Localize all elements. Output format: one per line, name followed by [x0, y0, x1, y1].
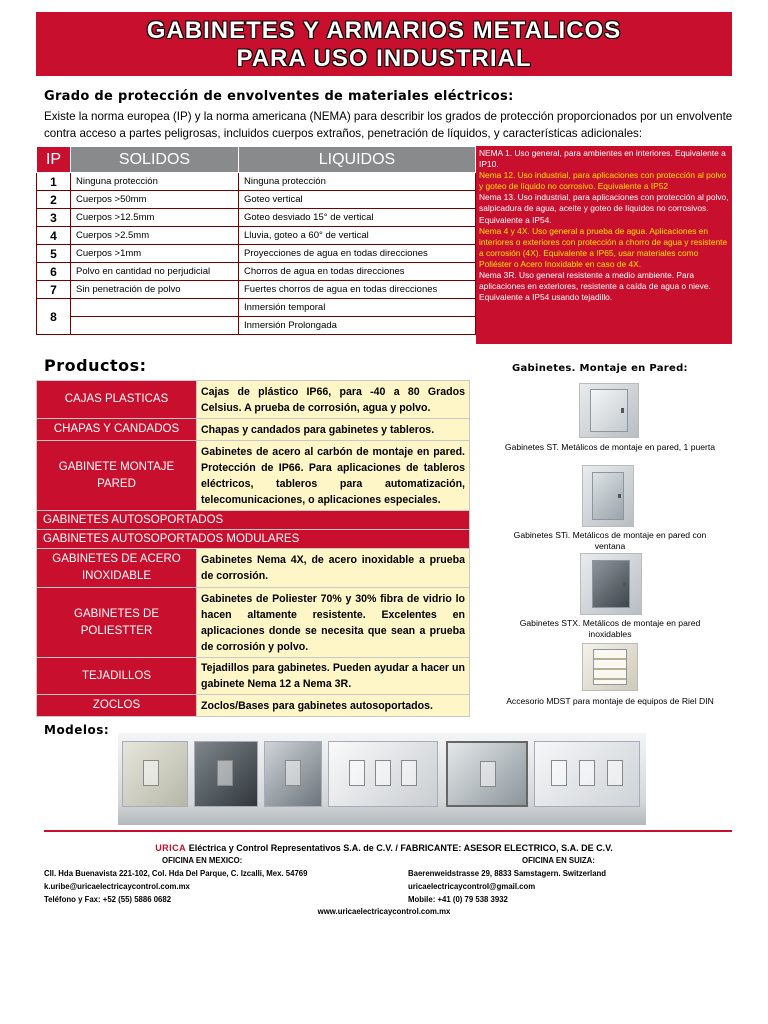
ip-number: 3	[37, 209, 71, 227]
brand-name: URICA	[155, 843, 187, 853]
ip-number: 8	[37, 299, 71, 335]
mexico-office-email[interactable]: k.uribe@uricaelectricaycontrol.com.mx	[44, 882, 190, 891]
liquidos-cell: Goteo desviado 15° de vertical	[239, 209, 476, 227]
liquidos-header: LIQUIDOS	[239, 147, 476, 173]
product-desc: Zoclos/Bases para gabinetes autosoportados.	[197, 695, 470, 717]
nema-3r-text: Nema 3R. Uso general resistente a medio ambiente. Para aplicaciones en exteriores, resistente a caída de agua o nieve. Equivalente a IP54 usando tejadillo.	[479, 270, 711, 303]
product-name: GABINETES AUTOSOPORTADOS MODULARES	[37, 530, 470, 549]
liquidos-cell: Fuertes chorros de agua en todas direcciones	[239, 281, 476, 299]
mexico-office-title: OFICINA EN MEXICO:	[162, 856, 243, 865]
liquidos-cell: Inmersión Prolongada	[239, 317, 476, 335]
wall-cabinets-title: Gabinetes. Montaje en Pared:	[512, 363, 688, 374]
table-row	[37, 511, 470, 530]
wall-cabinet-stx-image	[580, 553, 642, 615]
footer-divider	[44, 830, 732, 832]
header-title-line2: PARA USO INDUSTRIAL	[236, 45, 532, 72]
table-row	[37, 191, 476, 209]
ip-table-header	[37, 147, 476, 173]
mexico-office-phone: Teléfono y Fax: +52 (55) 5886 0682	[44, 895, 172, 904]
ip-header: IP	[37, 147, 71, 173]
product-desc: Gabinetes Nema 4X, de acero inoxidable a prueba de corrosión.	[197, 549, 470, 588]
solidos-cell: Polvo en cantidad no perjudicial	[71, 263, 239, 281]
table-row	[37, 227, 476, 245]
suiza-office-address: Baerenweidstrasse 29, 8833 Samstagern. Switzerland	[408, 869, 607, 878]
suiza-office-title: OFICINA EN SUIZA:	[522, 856, 595, 865]
model-stainless-box-image	[446, 741, 528, 807]
page-header	[36, 12, 732, 76]
wall-cabinet-sti-image	[582, 465, 634, 527]
ip-number: 1	[37, 173, 71, 191]
suiza-office-email[interactable]: uricaelectricaycontrol@gmail.com	[408, 882, 536, 891]
liquidos-cell: Ninguna protección	[239, 173, 476, 191]
model-small-boxes-image	[328, 741, 438, 807]
liquidos-cell: Proyecciones de agua en todas direcciones	[239, 245, 476, 263]
solidos-cell	[71, 317, 239, 335]
table-row	[37, 245, 476, 263]
solidos-cell: Ninguna protección	[71, 173, 239, 191]
ip-number: 6	[37, 263, 71, 281]
footer-company	[0, 843, 768, 853]
models-title: Modelos:	[44, 723, 110, 737]
model-polyester-box-image	[194, 741, 258, 807]
table-row	[37, 695, 470, 717]
solidos-cell: Cuerpos >2.5mm	[71, 227, 239, 245]
nema-13-text: Nema 13. Uso industrial, para aplicaciones con protección al polvo, salpicadura de agua, aceite y goteo de líquidos no corrosivos. Equivalente a IP54.	[479, 192, 729, 225]
models-gallery	[118, 733, 646, 825]
product-name: TEJADILLOS	[37, 658, 197, 695]
table-row	[37, 588, 470, 658]
product-name: GABINETES DE ACERO INOXIDABLE	[37, 549, 197, 588]
wall-cabinet-st-image	[579, 383, 639, 438]
table-row	[37, 317, 476, 335]
din-rail-accessory-caption: Accesorio MDST para montaje de equipos de Riel DIN	[506, 696, 714, 706]
liquidos-cell: Lluvia, goteo a 60° de vertical	[239, 227, 476, 245]
wall-cabinet-sti-caption: Gabinetes STi. Metálicos de montaje en pared con ventana	[513, 530, 707, 551]
products-table	[36, 380, 470, 717]
product-desc: Cajas de plástico IP66, para -40 a 80 Grados Celsius. A prueba de corrosión, agua y polvo.	[197, 381, 470, 419]
nema-1-text: NEMA 1. Uso general, para ambientes en interiores. Equivalente a IP10.	[479, 148, 726, 170]
din-rail-accessory-image	[582, 643, 638, 691]
table-row	[37, 549, 470, 588]
company-name: Eléctrica y Control Representativos S.A. de C.V. / FABRICANTE: ASESOR ELECTRICO, S.A. DE C.V.	[186, 843, 613, 853]
product-name: GABINETE MONTAJE PARED	[37, 441, 197, 511]
solidos-cell: Sin penetración de polvo	[71, 281, 239, 299]
intro-text: Existe la norma europea (IP) y la norma americana (NEMA) para describir los grados de protección proporcionados por un envolvente contra acceso a partes peligrosas, incluidos cuerpos extraños, penetración de líquidos, y características adicionales:	[44, 110, 733, 140]
table-row	[37, 281, 476, 299]
table-row	[37, 299, 476, 317]
website-link[interactable]: www.uricaelectricaycontrol.com.mx	[317, 907, 451, 916]
table-row	[37, 419, 470, 441]
table-row	[37, 209, 476, 227]
ip-number: 7	[37, 281, 71, 299]
product-desc: Chapas y candados para gabinetes y tableros.	[197, 419, 470, 441]
ip-number: 4	[37, 227, 71, 245]
product-desc: Tejadillos para gabinetes. Pueden ayudar a hacer un gabinete Nema 12 a Nema 3R.	[197, 658, 470, 695]
ip-number: 5	[37, 245, 71, 263]
ip-number: 2	[37, 191, 71, 209]
wall-cabinet-stx-caption: Gabinetes STX. Metálicos de montaje en pared inoxidables	[519, 618, 701, 639]
liquidos-cell: Inmersión temporal	[239, 299, 476, 317]
product-desc: Gabinetes de Poliester 70% y 30% fibra de vidrio lo hacen altamente resistente. Excelentes en aplicaciones donde se necesita que sean a prueba de corrosión y polvo.	[197, 588, 470, 658]
nema-info-box	[476, 146, 732, 344]
solidos-cell: Cuerpos >1mm	[71, 245, 239, 263]
wall-cabinet-st-caption: Gabinetes ST. Metálicos de montaje en pared, 1 puerta	[504, 442, 716, 452]
product-name: CHAPAS Y CANDADOS	[37, 419, 197, 441]
nema-12-text: Nema 12. Uso industrial, para aplicaciones con protección al polvo y goteo de líquido no corrosivo. Equivalente a IP52	[479, 170, 727, 192]
liquidos-cell: Goteo vertical	[239, 191, 476, 209]
header-title-line1: GABINETES Y ARMARIOS METALICOS	[146, 17, 622, 44]
products-title: Productos:	[44, 356, 147, 375]
ip-table	[36, 146, 476, 335]
product-name: ZOCLOS	[37, 695, 197, 717]
suiza-office-phone: Mobile: +41 (0) 79 538 3932	[408, 895, 508, 904]
mexico-office-address: Cll. Hda Buenavista 221-102, Col. Hda Del Parque, C. Izcalli, Mex. 54769	[44, 869, 308, 878]
solidos-cell	[71, 299, 239, 317]
liquidos-cell: Chorros de agua en todas direcciones	[239, 263, 476, 281]
model-floor-cabinet-image	[264, 741, 322, 807]
intro-title: Grado de protección de envolventes de materiales eléctricos:	[44, 89, 514, 104]
table-row	[37, 173, 476, 191]
product-name: CAJAS PLASTICAS	[37, 381, 197, 419]
solidos-cell: Cuerpos >50mm	[71, 191, 239, 209]
product-name: GABINETES DE POLIESTTER	[37, 588, 197, 658]
product-name: GABINETES AUTOSOPORTADOS	[37, 511, 470, 530]
table-row	[37, 658, 470, 695]
table-row	[37, 381, 470, 419]
nema-4-text: Nema 4 y 4X. Uso general a prueba de agua. Aplicaciones en interiores o exteriores con protección a chorro de agua y resistente a corrosión (4X). Equivalente a IP65, usar materiales como Poliéster o Acero Inoxidable en caso de 4X.	[479, 225, 728, 269]
model-modular-cabinet-image	[534, 741, 640, 807]
table-row	[37, 530, 470, 549]
solidos-cell: Cuerpos >12.5mm	[71, 209, 239, 227]
table-row	[37, 441, 470, 511]
product-desc: Gabinetes de acero al carbón de montaje en pared. Protección de IP66. Para aplicaciones de tableros eléctricos, tableros para automatización, telecomunicaciones, o aplicaciones especiales.	[197, 441, 470, 511]
table-row	[37, 263, 476, 281]
model-plastic-box-image	[122, 741, 188, 807]
solidos-header: SOLIDOS	[71, 147, 239, 173]
